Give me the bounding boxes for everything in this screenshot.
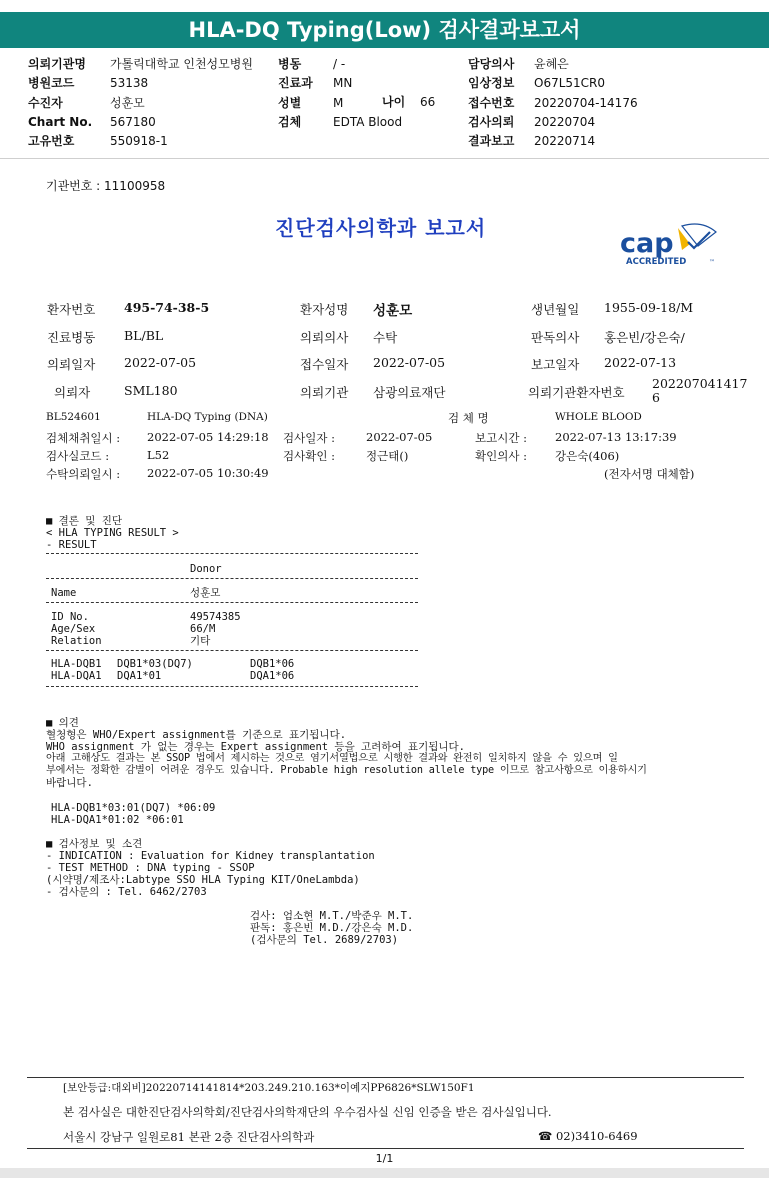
info-line: - 검사문의 : Tel. 6462/2703 — [46, 886, 207, 898]
lab-code-label: 검사실코드 : — [46, 449, 110, 463]
header-field-value: 가톨릭대학교 인천성모병원 — [110, 57, 253, 71]
patient-name-label: 환자성명 — [300, 302, 349, 317]
name-value: 성훈모 — [190, 587, 221, 599]
dqa1-label: HLA-DQA1 — [51, 670, 102, 682]
agesex-value: 66/M — [190, 623, 216, 635]
cap-logo-subtext: ACCREDITED — [626, 257, 687, 267]
result-label: - RESULT — [46, 539, 97, 551]
info-line: - INDICATION : Evaluation for Kidney transplantation — [46, 850, 375, 862]
req-date-label: 의뢰일자 — [47, 357, 96, 372]
certification-text: 본 검사실은 대한진단검사의학회/진단검사의학재단의 우수검사실 신임 인증을 받은 검사실입니다. — [63, 1105, 552, 1119]
id-value: 49574385 — [190, 611, 241, 623]
header-field-label: 검체 — [278, 114, 302, 129]
dqb1-allele-1: DQB1*03(DQ7) — [117, 658, 193, 670]
divider — [46, 650, 418, 651]
collect-value: 2022-07-05 14:29:18 — [147, 430, 269, 444]
opinion-heading: ■ 의견 — [46, 717, 79, 729]
patient-no-value: 495-74-38-5 — [124, 300, 210, 315]
rec-date-label: 접수일자 — [300, 357, 349, 372]
req-doctor-value: 수탁 — [373, 330, 398, 345]
divider — [46, 553, 418, 554]
dqb1-allele-2: DQB1*06 — [250, 658, 295, 670]
divider — [46, 602, 418, 603]
inst-patient-no-value-1: 202207041417 — [652, 376, 748, 391]
age-label: 나이 — [382, 95, 406, 109]
rec-date-value: 2022-07-05 — [373, 355, 446, 370]
confirm-doctor-value: 강은숙(406) — [555, 449, 620, 463]
req-inst-value: 삼광의료재단 — [373, 385, 446, 400]
lab-address: 서울시 강남구 일원로81 본관 2층 진단검사의학과 — [63, 1130, 315, 1144]
req-doctor-label: 의뢰의사 — [300, 330, 349, 345]
relation-value: 기타 — [190, 635, 211, 647]
esign-note: (전자서명 대체함) — [604, 467, 695, 481]
confirm-value: 정근태() — [366, 449, 409, 463]
lab-phone: ☎ 02)3410-6469 — [538, 1129, 638, 1143]
collect-label: 검체채취일시 : — [46, 431, 121, 445]
relation-label: Relation — [51, 635, 102, 647]
header-field-value: 성훈모 — [110, 95, 145, 110]
info-heading: ■ 검사정보 및 소견 — [46, 838, 143, 850]
report-time-value: 2022-07-13 13:17:39 — [555, 430, 677, 444]
test-name: HLA-DQ Typing (DNA) — [147, 411, 268, 423]
header-field-label: 수진자 — [28, 95, 63, 110]
lab-code-value: L52 — [147, 448, 170, 462]
confirm-doctor-label: 확인의사 : — [475, 449, 527, 463]
security-line: [보안등급:대외비]20220714141814*203.249.210.163*이예지PP6826*SLW150F1 — [63, 1082, 475, 1094]
header-field-value: 윤혜은 — [534, 57, 569, 71]
cap-accredited-logo — [618, 222, 728, 268]
result-heading: ■ 결론 및 진단 — [46, 515, 123, 527]
id-label: ID No. — [51, 611, 89, 623]
opinion-line: 부에서는 정확한 감별이 어려운 경우도 있습니다. Probable high resolution allele type 이므로 참고사항으로 이용하시기 — [46, 765, 647, 776]
test-date-label: 검사일자 : — [283, 431, 335, 445]
footer-top-line — [27, 1077, 744, 1078]
header-field-label: 성별 — [278, 95, 302, 110]
test-date-value: 2022-07-05 — [366, 430, 433, 444]
report-heading: 진단검사의학과 보고서 — [275, 216, 487, 240]
opinion-line: 혈청형은 WHO/Expert assignment를 기준으로 표기됩니다. — [46, 729, 347, 741]
specimen-value: WHOLE BLOOD — [555, 411, 642, 423]
header-field-value: EDTA Blood — [333, 114, 403, 129]
ward-label: 진료병동 — [47, 330, 96, 345]
header-field-label: 병동 — [278, 57, 302, 71]
info-line: (시약명/제조사:Labtype SSO HLA Typing KIT/OneLambda) — [46, 874, 360, 886]
read-doctor-label: 판독의사 — [531, 330, 580, 345]
rep-date-label: 보고일자 — [531, 357, 580, 372]
header-field-value: 550918-1 — [110, 134, 168, 149]
requester-label: 의뢰자 — [54, 385, 91, 400]
req-date-value: 2022-07-05 — [124, 355, 197, 370]
specimen-label: 검 체 명 — [448, 411, 489, 425]
header-field-value: O67L51CR0 — [534, 76, 606, 91]
requester-value: SML180 — [124, 383, 178, 398]
header-field-label: 접수번호 — [468, 95, 515, 110]
footer-bottom-line — [27, 1148, 744, 1149]
high-res-dqb1: HLA-DQB1*03:01(DQ7) *06:09 — [51, 802, 216, 814]
name-label: Name — [51, 587, 77, 599]
header-field-label: 진료과 — [278, 76, 313, 91]
opinion-line: 바랍니다. — [46, 777, 93, 789]
report-time-label: 보고시간 : — [475, 431, 527, 445]
outsource-value: 2022-07-05 10:30:49 — [147, 466, 269, 480]
report-title-bar: HLA-DQ Typing(Low) 검사결과보고서 — [0, 12, 769, 48]
result-subheading: < HLA TYPING RESULT > — [46, 527, 179, 539]
agesex-label: Age/Sex — [51, 623, 96, 635]
header-field-label: 의뢰기관명 — [28, 57, 86, 71]
divider — [46, 686, 418, 687]
req-inst-label: 의뢰기관 — [300, 385, 349, 400]
dqb1-label: HLA-DQB1 — [51, 658, 102, 670]
page-number: 1/1 — [375, 1152, 394, 1165]
cap-logo-text: cap — [620, 228, 674, 259]
header-field-label: 결과보고 — [468, 134, 515, 149]
ward-value: BL/BL — [124, 328, 164, 343]
header-field-value: MN — [333, 76, 353, 91]
header-field-label: 검사의뢰 — [468, 114, 515, 129]
header-field-value: / - — [333, 57, 346, 71]
dob-value: 1955-09-18/M — [604, 300, 694, 315]
patient-no-label: 환자번호 — [47, 302, 96, 317]
info-line: - TEST METHOD : DNA typing - SSOP — [46, 862, 255, 874]
header-field-value: 567180 — [110, 114, 156, 129]
inst-patient-no-label: 의뢰기관환자번호 — [528, 385, 625, 400]
high-res-dqa1: HLA-DQA1*01:02 *06:01 — [51, 814, 184, 826]
header-field-value: 20220714 — [534, 134, 596, 149]
sign-reader: 판독: 홍은빈 M.D./강은숙 M.D. — [250, 922, 414, 934]
sign-tester: 검사: 엄소현 M.T./박준우 M.T. — [250, 910, 414, 922]
header-field-label: 병원코드 — [28, 76, 75, 91]
donor-label: Donor — [190, 563, 222, 575]
header-field-value: M — [333, 95, 344, 110]
cap-logo-tm: ™ — [709, 259, 715, 266]
header-field-value: 53138 — [110, 76, 149, 91]
read-doctor-value: 홍은빈/강은숙/ — [604, 330, 685, 345]
confirm-label: 검사확인 : — [283, 449, 335, 463]
patient-name-value: 성훈모 — [373, 303, 413, 319]
header-field-label: Chart No. — [28, 114, 93, 129]
header-field-label: 고유번호 — [28, 134, 75, 149]
age-value: 66 — [420, 95, 436, 109]
header-field-label: 담당의사 — [468, 57, 515, 71]
inst-patient-no-value-2: 6 — [652, 390, 660, 405]
page-bottom-strip — [0, 1168, 769, 1178]
opinion-line: WHO assignment 가 없는 경우는 Expert assignment 등을 고려하여 표기됩니다. — [46, 741, 465, 753]
opinion-line: 아래 고해상도 결과는 본 SSOP 법에서 제시하는 것으로 염기서열법으로 시행한 결과와 완전히 일치하지 않을 수 있으며 일 — [46, 753, 618, 764]
header-separator — [0, 158, 769, 159]
sign-contact: (검사문의 Tel. 2689/2703) — [250, 934, 399, 946]
institution-number: 기관번호 : 11100958 — [46, 179, 166, 193]
dqa1-allele-2: DQA1*06 — [250, 670, 295, 682]
rep-date-value: 2022-07-13 — [604, 355, 677, 370]
header-field-value: 20220704-14176 — [534, 95, 638, 110]
header-field-value: 20220704 — [534, 114, 596, 129]
outsource-label: 수탁의뢰일시 : — [46, 467, 121, 481]
dqa1-allele-1: DQA1*01 — [117, 670, 162, 682]
test-code: BL524601 — [46, 411, 101, 423]
divider — [46, 578, 418, 579]
header-field-label: 임상정보 — [468, 76, 515, 91]
dob-label: 생년월일 — [531, 302, 580, 317]
